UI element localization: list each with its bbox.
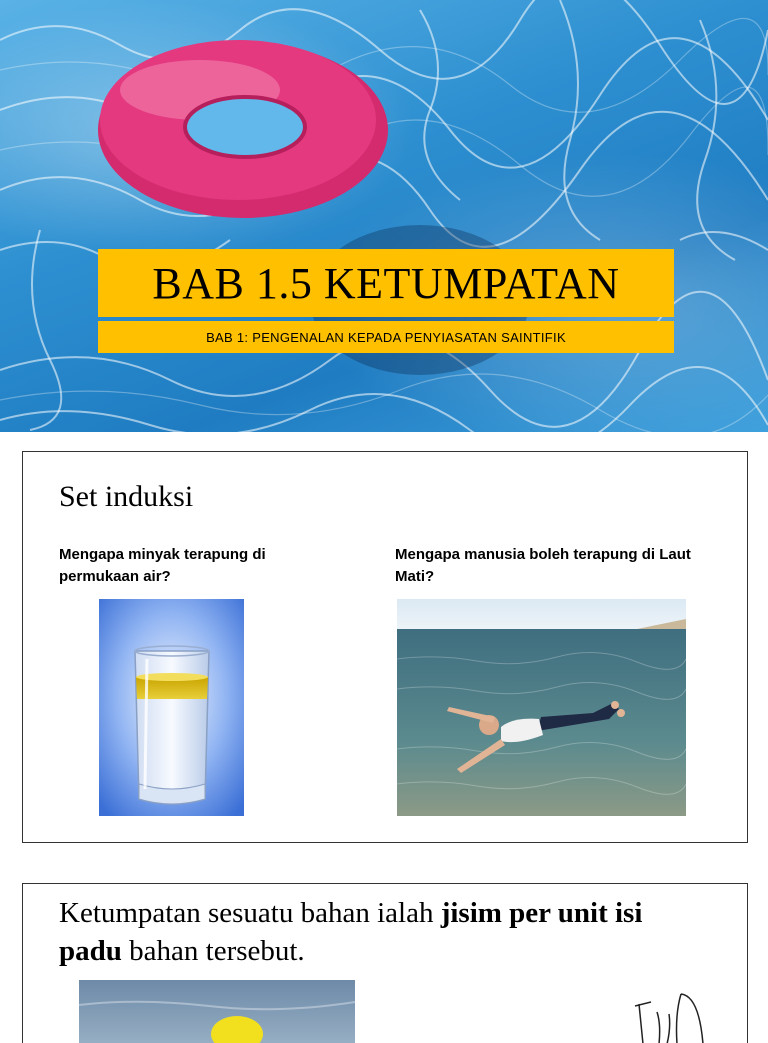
density-definition [59, 894, 699, 970]
title-band [98, 249, 674, 317]
definition-text-bold: jisim per unit isi padu [59, 897, 643, 967]
question-oil: Mengapa minyak terapung di permukaan air? [59, 546, 266, 585]
slide-subtitle: BAB 1: PENGENALAN KEPADA PENYIASATAN SAINTIFIK [206, 329, 566, 345]
oil-water-glass-image [99, 599, 244, 816]
slide-title: BAB 1.5 KETUMPATAN [152, 258, 620, 308]
definition-slide [22, 883, 748, 1043]
sketch-drawing-image [629, 984, 719, 1043]
subtitle-band [98, 321, 674, 353]
pool-water-image [0, 0, 768, 432]
definition-text-start: Ketumpatan sesuatu bahan ialah [59, 897, 441, 929]
definition-text-end: bahan tersebut. [121, 935, 305, 967]
floating-ball-image [79, 980, 355, 1043]
title-slide [0, 0, 768, 432]
dead-sea-floating-image [397, 599, 686, 816]
question-dead-sea: Mengapa manusia boleh terapung di Laut Mati? [395, 546, 691, 585]
swim-ring-icon [98, 40, 388, 218]
induction-slide [22, 451, 748, 843]
slide-title: Set induksi [59, 480, 194, 513]
